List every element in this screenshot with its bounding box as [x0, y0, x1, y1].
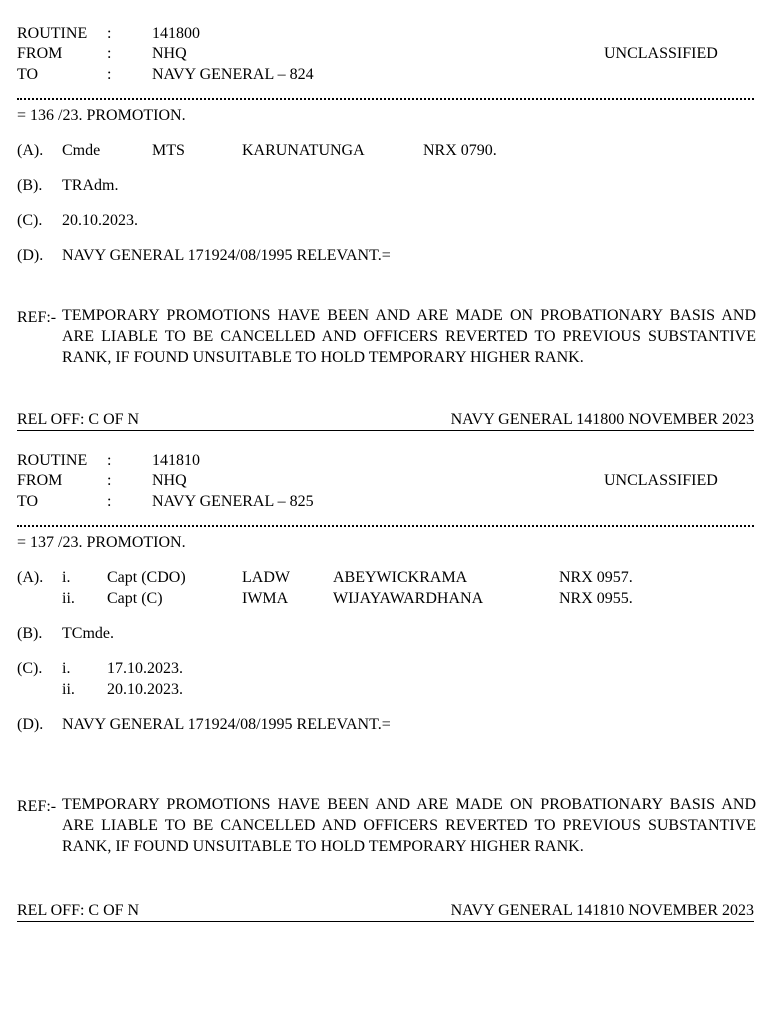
row-numeral: ii.: [62, 590, 75, 607]
release-line: [17, 410, 754, 431]
to-label: TO: [17, 493, 39, 510]
item-d-label: (D).: [17, 247, 44, 264]
from-label: FROM: [17, 472, 63, 489]
colon: :: [107, 45, 112, 62]
classification: UNCLASSIFIED: [604, 472, 718, 489]
item-c-value: 17.10.2023.: [107, 660, 183, 677]
colon: :: [107, 66, 112, 83]
officer-number: NRX 0957.: [559, 569, 633, 586]
rank: Capt (C): [107, 590, 163, 607]
item-d-value: NAVY GENERAL 171924/08/1995 RELEVANT.=: [62, 716, 391, 733]
item-a-label: (A).: [17, 142, 44, 159]
officer-number: NRX 0955.: [559, 590, 633, 607]
ref-text: TEMPORARY PROMOTIONS HAVE BEEN AND ARE MADE ON PROBATIONARY BASIS AND ARE LIABLE TO BE CANCELLED AND OFFICERS REVERTED TO PREVIOUS SUBSTANTIVE RANK, IF FOUND UNSUITABLE TO HOLD TEMPORARY HIGHER RANK.: [62, 307, 756, 366]
initials: MTS: [152, 142, 185, 159]
row-numeral: i.: [62, 569, 71, 586]
item-d-value: NAVY GENERAL 171924/08/1995 RELEVANT.=: [62, 247, 391, 264]
dotted-divider: [17, 519, 754, 527]
row-numeral: i.: [62, 660, 71, 677]
item-c-label: (C).: [17, 660, 43, 677]
to-label: TO: [17, 66, 39, 83]
rel-off: REL OFF: C OF N: [17, 902, 140, 919]
rel-off: REL OFF: C OF N: [17, 411, 140, 428]
colon: :: [107, 472, 112, 489]
item-b-label: (B).: [17, 625, 43, 642]
initials: LADW: [242, 569, 290, 586]
item-d-label: (D).: [17, 716, 44, 733]
item-b-value: TRAdm.: [62, 177, 119, 194]
officer-number: NRX 0790.: [423, 142, 497, 159]
item-b-value: TCmde.: [62, 625, 114, 642]
to-value: NAVY GENERAL – 824: [152, 66, 314, 83]
ref-text: TEMPORARY PROMOTIONS HAVE BEEN AND ARE MADE ON PROBATIONARY BASIS AND ARE LIABLE TO BE CANCELLED AND OFFICERS REVERTED TO PREVIOUS SUBSTANTIVE RANK, IF FOUND UNSUITABLE TO HOLD TEMPORARY HIGHER RANK.: [62, 796, 756, 855]
officer-name: KARUNATUNGA: [242, 142, 365, 159]
item-a-label: (A).: [17, 569, 44, 586]
from-value: NHQ: [152, 472, 187, 489]
item-c-value: 20.10.2023.: [107, 681, 183, 698]
from-value: NHQ: [152, 45, 187, 62]
routine-value: 141800: [152, 25, 200, 42]
footer-dtg: NAVY GENERAL 141810 NOVEMBER 2023: [450, 902, 754, 919]
item-c-value: 20.10.2023.: [62, 212, 138, 229]
subject: = 136 /23. PROMOTION.: [17, 107, 186, 124]
colon: :: [107, 493, 112, 510]
ref-label: REF:-: [17, 798, 57, 815]
to-value: NAVY GENERAL – 825: [152, 493, 314, 510]
row-numeral: ii.: [62, 681, 75, 698]
colon: :: [107, 452, 112, 469]
subject: = 137 /23. PROMOTION.: [17, 534, 186, 551]
routine-label: ROUTINE: [17, 452, 88, 469]
rank: Capt (CDO): [107, 569, 186, 586]
initials: IWMA: [242, 590, 289, 607]
classification: UNCLASSIFIED: [604, 45, 718, 62]
ref-label: REF:-: [17, 309, 57, 326]
officer-name: WIJAYAWARDHANA: [333, 590, 484, 607]
routine-value: 141810: [152, 452, 200, 469]
from-label: FROM: [17, 45, 63, 62]
dotted-divider: [17, 92, 754, 100]
colon: :: [107, 25, 112, 42]
item-c-label: (C).: [17, 212, 43, 229]
footer-dtg: NAVY GENERAL 141800 NOVEMBER 2023: [450, 411, 754, 428]
routine-label: ROUTINE: [17, 25, 88, 42]
rank: Cmde: [62, 142, 101, 159]
release-line: [17, 901, 754, 922]
item-b-label: (B).: [17, 177, 43, 194]
officer-name: ABEYWICKRAMA: [333, 569, 468, 586]
